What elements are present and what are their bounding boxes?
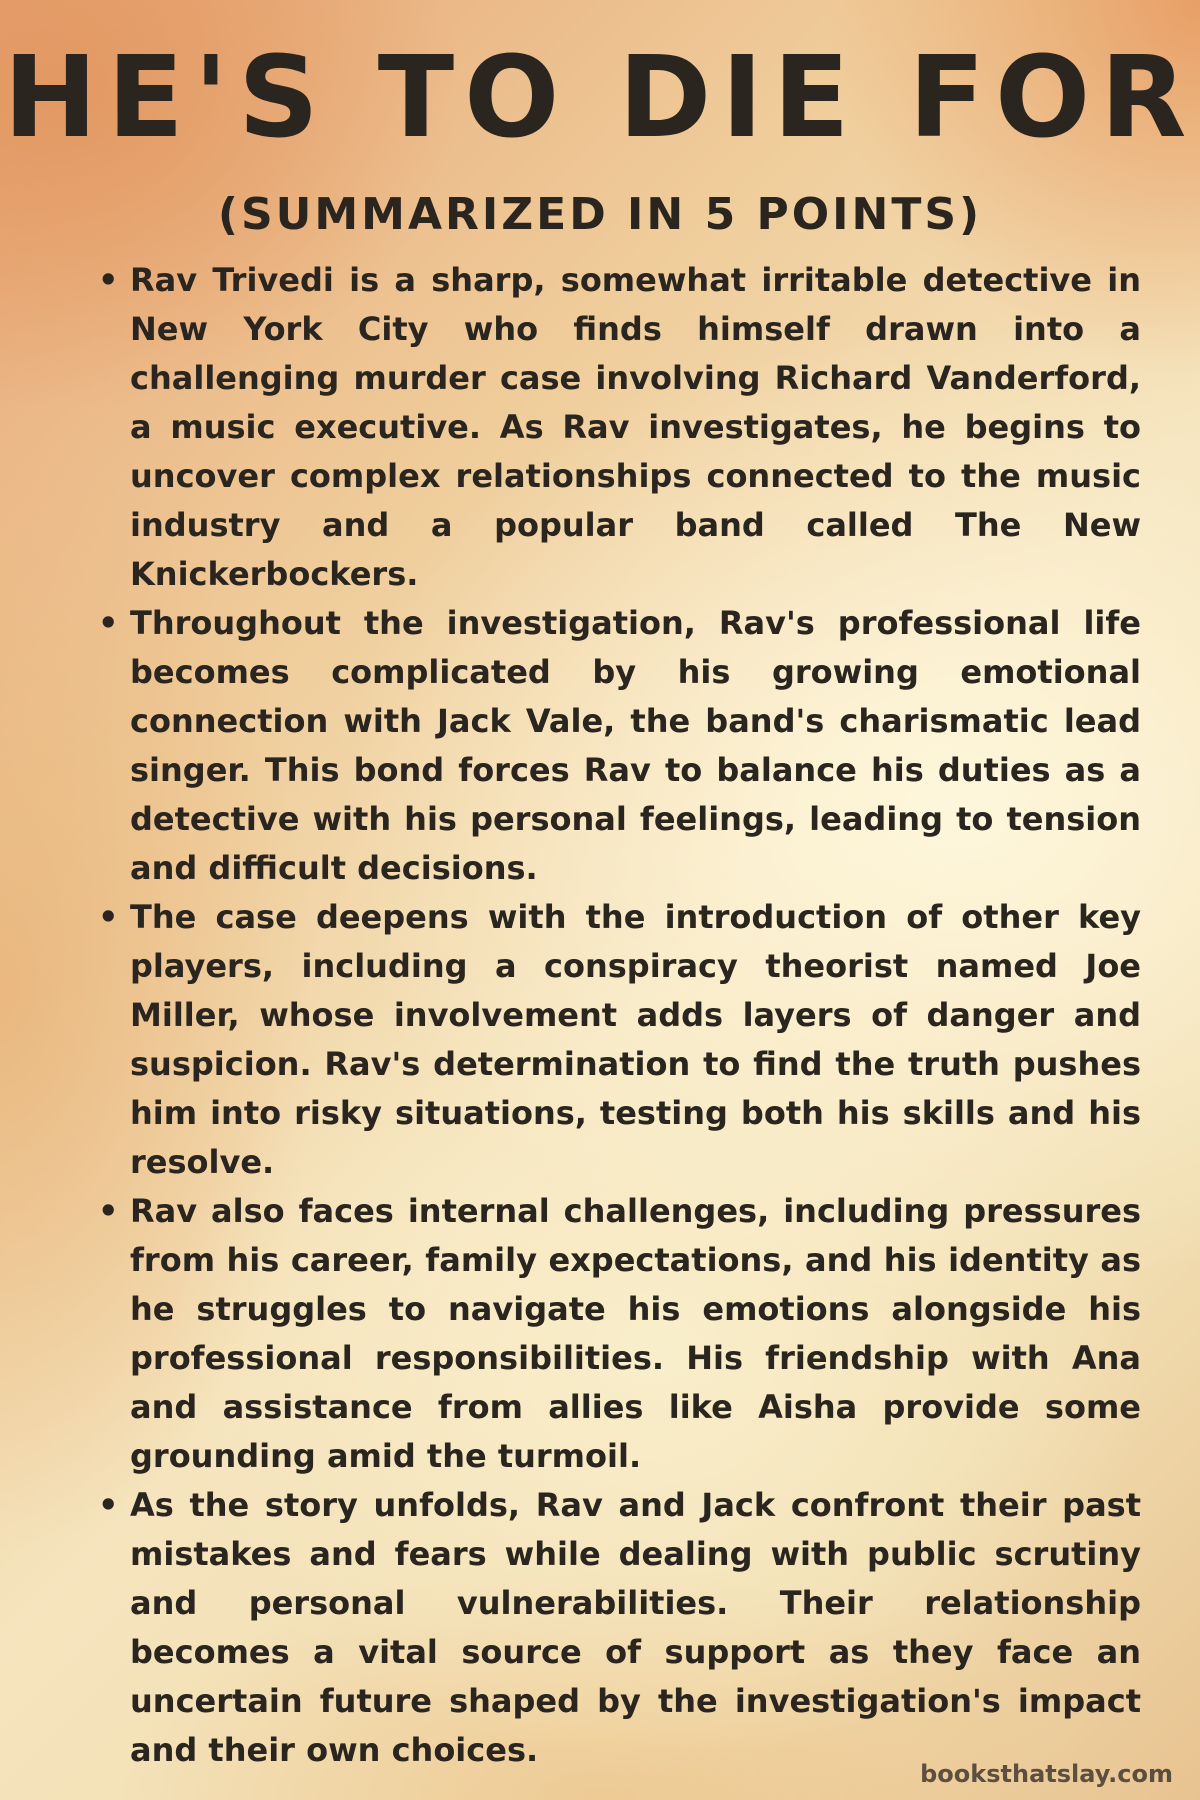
summary-point-text: Rav also faces internal challenges, including pressures from his career, family expectations, and his identity as he struggles to navigate his emotions alongside his professional responsibilities. His friendship with Ana and assistance from allies like Aisha provide some grounding amid the turmoil. xyxy=(130,1192,1141,1475)
bullet-icon: • xyxy=(98,261,119,299)
bullet-icon: • xyxy=(98,898,119,936)
summary-points-list xyxy=(95,256,1141,1775)
page-subtitle: (SUMMARIZED IN 5 POINTS) xyxy=(217,189,983,240)
source-credit: booksthatslay.com xyxy=(920,1760,1173,1788)
summary-point xyxy=(95,893,1141,1187)
summary-point xyxy=(95,256,1141,599)
bullet-icon: • xyxy=(98,1192,119,1230)
bullet-icon: • xyxy=(98,1486,119,1524)
bullet-icon: • xyxy=(98,604,119,642)
summary-point xyxy=(95,1481,1141,1775)
summary-point xyxy=(95,1187,1141,1481)
summary-point-text: The case deepens with the introduction of other key players, including a conspiracy theorist named Joe Miller, whose involvement adds layers of danger and suspicion. Rav's determination to find the truth pushes him into risky situations, testing both his skills and his resolve. xyxy=(130,898,1141,1181)
summary-point xyxy=(95,599,1141,893)
summary-point-text: Throughout the investigation, Rav's professional life becomes complicated by his growing emotional connection with Jack Vale, the band's charismatic lead singer. This bond forces Rav to balance his duties as a detective with his personal feelings, leading to tension and difficult decisions. xyxy=(130,604,1141,887)
page-title: HE'S TO DIE FOR xyxy=(3,33,1197,163)
summary-point-text: Rav Trivedi is a sharp, somewhat irritable detective in New York City who finds himself drawn into a challenging murder case involving Richard Vanderford, a music executive. As Rav investigates, he begins to uncover complex relationships connected to the music industry and a popular band called The New Knickerbockers. xyxy=(130,261,1141,593)
summary-point-text: As the story unfolds, Rav and Jack confront their past mistakes and fears while dealing with public scrutiny and personal vulnerabilities. Their relationship becomes a vital source of support as they face an uncertain future shaped by the investigation's impact and their own choices. xyxy=(130,1486,1141,1769)
